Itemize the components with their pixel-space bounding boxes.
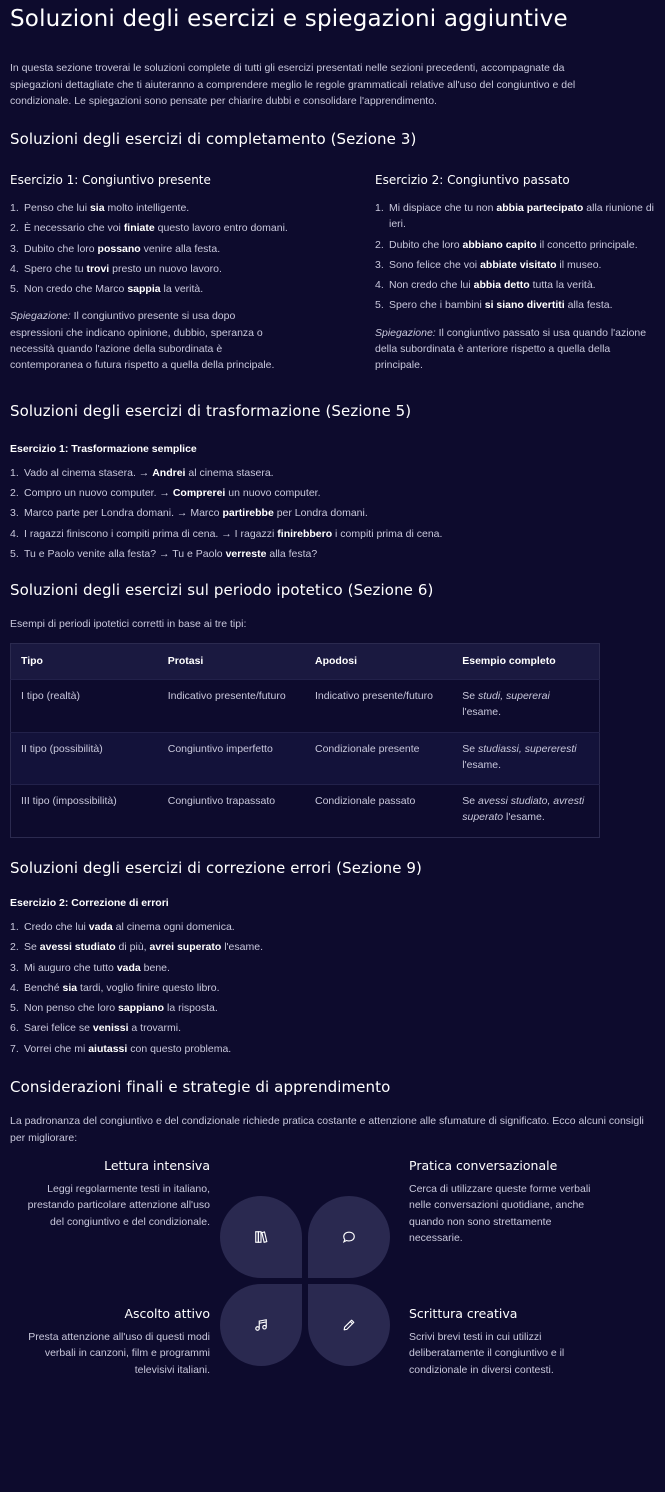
chat-bubble-icon	[342, 1230, 356, 1244]
exercise-1-list	[10, 200, 290, 297]
section-5-heading: Soluzioni degli esercizi di trasformazione (Sezione 5)	[10, 402, 412, 421]
section-6-heading: Soluzioni degli esercizi sul periodo ipotetico (Sezione 6)	[10, 581, 434, 600]
section-5-list	[10, 465, 655, 562]
books-icon	[254, 1230, 268, 1244]
tip-scrittura	[409, 1304, 599, 1378]
table-cell: Congiuntivo imperfetto	[158, 732, 305, 785]
table-header-cell: Tipo	[21, 654, 43, 667]
table-header-cell: Protasi	[167, 654, 204, 667]
list-item: 7. Vorrei che mi aiutassi con questo problema.	[10, 1042, 232, 1055]
music-petal	[220, 1284, 302, 1366]
table-header-cell: Apodosi	[315, 654, 357, 667]
section-6-lead: Esempi di periodi ipotetici corretti in base ai tre tipi:	[10, 618, 247, 631]
table-cell: III tipo (impossibilità)	[11, 785, 158, 838]
list-item: 1. Mi dispiace che tu non abbia partecipato alla riunione di ieri.	[375, 202, 654, 231]
page-title: Soluzioni degli esercizi e spiegazioni aggiuntive	[10, 6, 568, 32]
tip-ascolto	[20, 1304, 210, 1378]
tip-title: Lettura intensiva	[104, 1157, 210, 1173]
exercise-1-explanation: Spiegazione: Il congiuntivo presente si usa dopo espressioni che indicano opinione, dubbio, speranza o necessità quando l'azione della subordinata è contemporanea o futura rispetto a quella della principale.	[10, 310, 275, 372]
table-cell: Indicativo presente/futuro	[158, 680, 305, 733]
table-cell: Se studi, supererai l'esame.	[452, 680, 599, 733]
table-cell: I tipo (realtà)	[11, 680, 158, 733]
chat-petal	[308, 1196, 390, 1278]
exercise-2-column	[375, 171, 655, 373]
final-heading: Considerazioni finali e strategie di apprendimento	[10, 1077, 391, 1096]
list-item: 2. Se avessi studiato di più, avrei superato l'esame.	[10, 941, 263, 954]
list-item: 5. Non penso che loro sappiano la risposta.	[10, 1002, 218, 1015]
list-item: 4. Non credo che lui abbia detto tutta la verità.	[375, 279, 596, 292]
section-9-heading: Soluzioni degli esercizi di correzione errori (Sezione 9)	[10, 858, 422, 877]
tip-title: Pratica conversazionale	[409, 1157, 558, 1173]
list-item: 4. Benché sia tardi, voglio finire questo libro.	[10, 981, 220, 994]
section-5-exercise-heading: Esercizio 1: Trasformazione semplice	[10, 442, 197, 455]
periodo-ipotetico-table	[10, 643, 600, 838]
tip-title: Scrittura creativa	[409, 1305, 518, 1321]
list-item: 1. Credo che lui vada al cinema ogni domenica.	[10, 921, 235, 934]
list-item: 2. Compro un nuovo computer. → Comprerei un nuovo computer.	[10, 487, 321, 500]
exercise-1-column	[10, 171, 290, 373]
table-row	[11, 680, 600, 733]
table-cell: Se studiassi, supereresti l'esame.	[452, 732, 599, 785]
table-cell: Se avessi studiato, avresti superato l'esame.	[452, 785, 599, 838]
section-9-exercise-heading: Esercizio 2: Correzione di errori	[10, 896, 169, 909]
list-item: 5. Spero che i bambini si siano divertiti alla festa.	[375, 299, 613, 312]
tip-text: Leggi regolarmente testi in italiano, prestando particolare attenzione all'uso del congiuntivo e del condizionale.	[27, 1183, 210, 1228]
intro-paragraph: In questa sezione troverai le soluzioni complete di tutti gli esercizi presentati nelle sezioni precedenti, accompagnate da spiegazioni dettagliate che ti aiuteranno a comprendere meglio le regole grammaticali relative all'uso del congiuntivo e del condizionale. Le spiegazioni sono pensate per chiarire dubbi e consolidare l'apprendimento.	[10, 62, 576, 107]
list-item: 3. Dubito che loro possano venire alla festa.	[10, 242, 221, 255]
list-item: 5. Tu e Paolo venite alla festa? → Tu e Paolo verreste alla festa?	[10, 547, 318, 560]
music-notes-icon	[254, 1318, 268, 1332]
list-item: 4. I ragazzi finiscono i compiti prima di cena. → I ragazzi finirebbero i compiti prima di cena.	[10, 527, 443, 540]
tip-text: Scrivi brevi testi in cui utilizzi deliberatamente il congiuntivo e il condizionale in diversi contesti.	[409, 1331, 565, 1376]
tip-text: Presta attenzione all'uso di questi modi verbali in canzoni, film e programmi televisivi italiani.	[28, 1331, 210, 1376]
pencil-petal	[308, 1284, 390, 1366]
table-row	[11, 785, 600, 838]
tip-title: Ascolto attivo	[124, 1305, 210, 1321]
final-lead: La padronanza del congiuntivo e del condizionale richiede pratica costante e attenzione alle sfumature di significato. Ecco alcuni consigli per migliorare:	[10, 1115, 644, 1144]
table-row	[11, 732, 600, 785]
list-item: 2. È necessario che voi finiate questo lavoro entro domani.	[10, 222, 288, 235]
list-item: 3. Marco parte per Londra domani. → Marco partirebbe per Londra domani.	[10, 507, 368, 520]
exercise-2-list	[375, 200, 655, 314]
list-item: 1. Vado al cinema stasera. → Andrei al cinema stasera.	[10, 466, 274, 479]
table-cell: Condizionale presente	[305, 732, 452, 785]
exercise-2-heading: Esercizio 2: Congiuntivo passato	[375, 173, 570, 188]
exercise-1-heading: Esercizio 1: Congiuntivo presente	[10, 173, 211, 188]
list-item: 1. Penso che lui sia molto intelligente.	[10, 202, 190, 214]
tips-grid	[10, 1156, 655, 1376]
exercise-2-explanation: Spiegazione: Il congiuntivo passato si usa quando l'azione della subordinata è anteriore rispetto a quella della principale.	[375, 326, 647, 372]
table-header-row	[11, 643, 600, 679]
table-cell: Congiuntivo trapassato	[158, 785, 305, 838]
list-item: 3. Mi auguro che tutto vada bene.	[10, 961, 170, 974]
table-cell: II tipo (possibilità)	[11, 732, 158, 785]
list-item: 4. Spero che tu trovi presto un nuovo lavoro.	[10, 262, 222, 275]
books-petal	[220, 1196, 302, 1278]
tip-lettura	[20, 1156, 210, 1230]
list-item: 5. Non credo che Marco sappia la verità.	[10, 283, 204, 296]
table-cell: Indicativo presente/futuro	[305, 680, 452, 733]
list-item: 6. Sarei felice se venissi a trovarmi.	[10, 1022, 181, 1035]
pencil-icon	[342, 1318, 356, 1332]
table-header-cell: Esempio completo	[462, 654, 556, 667]
tip-pratica	[409, 1156, 599, 1246]
list-item: 3. Sono felice che voi abbiate visitato il museo.	[375, 258, 602, 271]
section-9-list	[10, 919, 655, 1057]
tip-text: Cerca di utilizzare queste forme verbali nelle conversazioni quotidiane, anche quando non sono strettamente necessarie.	[409, 1183, 591, 1244]
list-item: 2. Dubito che loro abbiano capito il concetto principale.	[375, 238, 638, 251]
section-3-columns	[10, 171, 655, 373]
table-cell: Condizionale passato	[305, 785, 452, 838]
section-3-heading: Soluzioni degli esercizi di completamento (Sezione 3)	[10, 130, 417, 149]
